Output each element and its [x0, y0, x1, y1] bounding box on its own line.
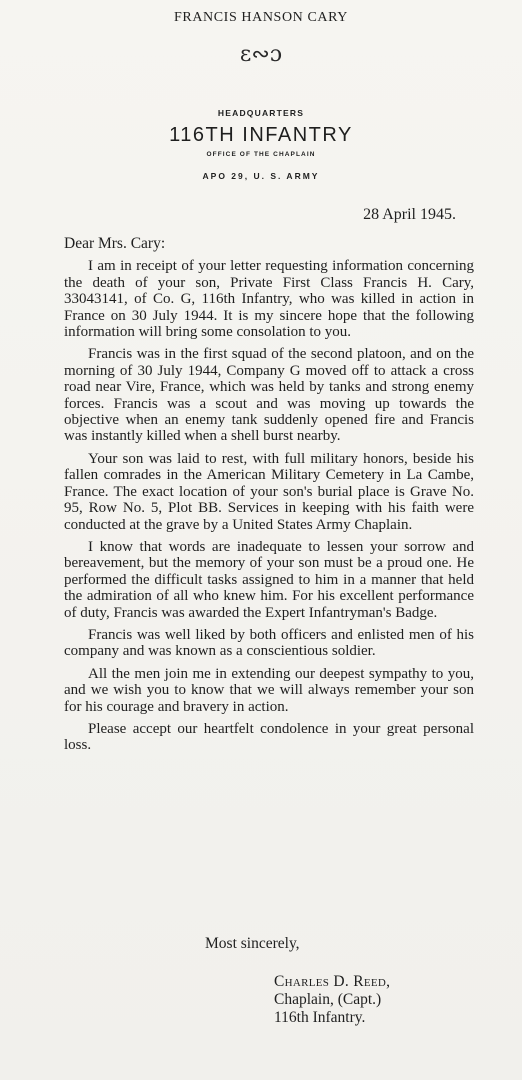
letter-date: 28 April 1945.: [363, 206, 456, 223]
letterhead-headquarters: HEADQUARTERS: [217, 108, 305, 118]
letter-paragraph: I am in receipt of your letter requesting information concerning the death of your son, Private First Class Francis H. Cary, 33043141, of Co. G, 116th Infantry, who was killed in action in France on 30 July 1944. It is my sincere hope that the following information will bring some consolation to you.: [64, 258, 474, 341]
letter-closing: Most sincerely,: [205, 935, 300, 952]
letterhead-apo: APO 29, U. S. ARMY: [202, 171, 320, 181]
letter-paragraph: Francis was well liked by both officers and enlisted men of his company and was known as a conscientious soldier.: [64, 626, 474, 660]
page-header-name: FRANCIS HANSON CARY: [174, 10, 348, 25]
signature-name: Charles D. Reed,: [274, 973, 391, 990]
letter-paragraph: All the men join me in extending our deepest sympathy to you, and we wish you to know that we will always remember your son for his courage and bravery in action.: [64, 665, 474, 715]
signature-block: [274, 973, 390, 1027]
signature-unit: 116th Infantry.: [274, 1009, 366, 1026]
letterhead: [0, 108, 522, 181]
letter-body: [64, 236, 474, 760]
signature-title: Chaplain, (Capt.): [274, 991, 382, 1008]
letter-paragraph: Your son was laid to rest, with full military honors, beside his fallen comrades in the American Military Cemetery in La Cambe, France. The exact location of your son's burial place is Grave No. 95, Row No. 5, Plot BB. Services in keeping with his faith were conducted at the grave by a United States Army Chaplain.: [64, 450, 474, 533]
letter-paragraph: Please accept our heartfelt condolence in your great personal loss.: [64, 720, 474, 754]
letterhead-unit: 116TH INFANTRY: [169, 124, 353, 146]
ornament-flourish-icon: ɛ∾ɔ: [239, 42, 283, 67]
letter-paragraph: I know that words are inadequate to lessen your sorrow and bereavement, but the memory of your son must be a proud one. He performed the difficult tasks assigned to him in a manner that held the admiration of all who knew him. For his excellent performance of duty, Francis was awarded the Expert Infantryman's Badge.: [64, 538, 474, 621]
letter-paragraph: Francis was in the first squad of the second platoon, and on the morning of 30 July 1944, Company G moved off to attack a cross road near Vire, France, which was held by tanks and strong enemy forces. Francis was a scout and was moving up towards the objective when an enemy tank suddenly opened fire and Francis was instantly killed when a shell burst nearby.: [64, 346, 474, 445]
letterhead-office: OFFICE OF THE CHAPLAIN: [206, 151, 316, 158]
letter-salutation: Dear Mrs. Cary:: [64, 235, 166, 252]
